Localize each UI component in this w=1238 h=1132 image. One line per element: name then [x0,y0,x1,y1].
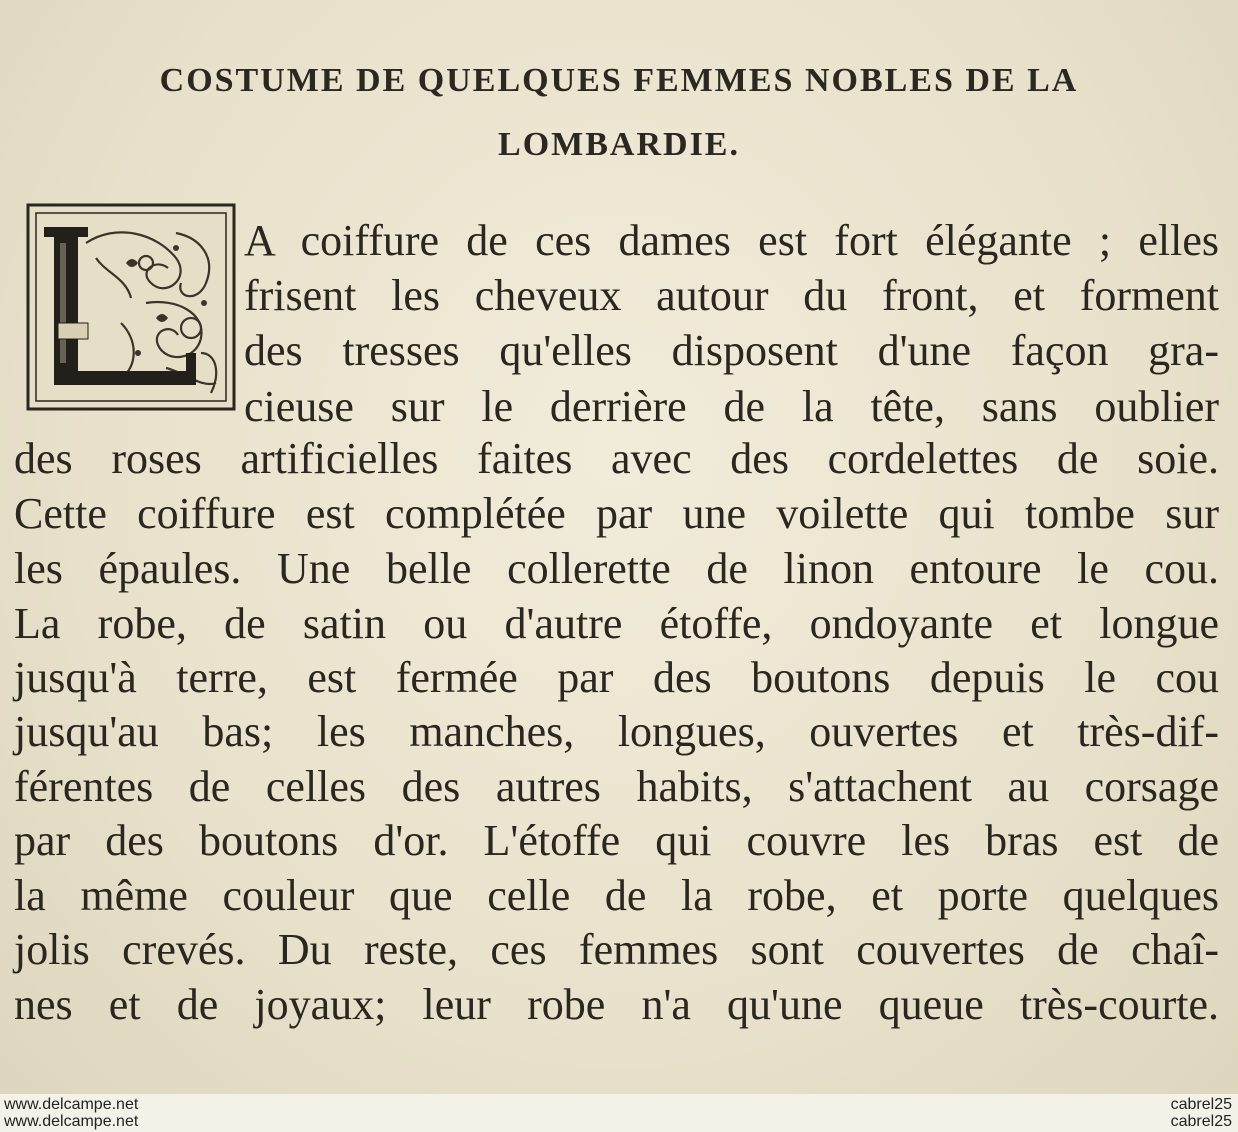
text-line-15: nes et de joyaux; leur robe n'a qu'une queue très-courte. [14,980,1219,1029]
chapter-title-line-2: LOMBARDIE. [498,126,740,163]
chapter-title-line-1: COSTUME DE QUELQUES FEMMES NOBLES DE LA [159,62,1079,99]
text-line-3: des tresses qu'elles disposent d'une façon gra- [244,326,1219,375]
watermark-right-line-1: cabrel25 [1170,1096,1232,1113]
text-line-9: jusqu'à terre, est fermée par des boutons depuis le cou [14,653,1219,702]
watermark-left-line-1: www.delcampe.net [4,1096,139,1113]
watermark-left-line-2: www.delcampe.net [4,1113,139,1130]
watermark-bar [0,1094,1238,1132]
text-line-11: férentes de celles des autres habits, s'attachent au corsage [14,762,1219,811]
text-line-4: cieuse sur le derrière de la tête, sans oublier [244,382,1219,431]
text-line-8: La robe, de satin ou d'autre étoffe, ondoyante et longue [14,599,1219,648]
watermark-left [4,1096,138,1130]
text-line-12: par des boutons d'or. L'étoffe qui couvre les bras est de [14,816,1219,865]
text-line-5: des roses artificielles faites avec des cordelettes de soie. [14,434,1219,483]
text-line-2: frisent les cheveux autour du front, et forment [244,271,1219,320]
watermark-right-line-2: cabrel25 [1170,1113,1232,1130]
text-line-6: Cette coiffure est complétée par une voilette qui tombe sur [14,489,1219,538]
text-line-7: les épaules. Une belle collerette de linon entoure le cou. [14,544,1219,593]
text-line-13: la même couleur que celle de la robe, et porte quelques [14,871,1219,920]
watermark-right [1171,1096,1232,1130]
text-line-14: jolis crevés. Du reste, ces femmes sont couvertes de chaî- [14,925,1219,974]
text-line-10: jusqu'au bas; les manches, longues, ouvertes et très-dif- [14,707,1219,756]
text-line-1: A coiffure de ces dames est fort élégante ; elles [244,216,1219,265]
ornate-initial-L-icon [26,203,236,411]
